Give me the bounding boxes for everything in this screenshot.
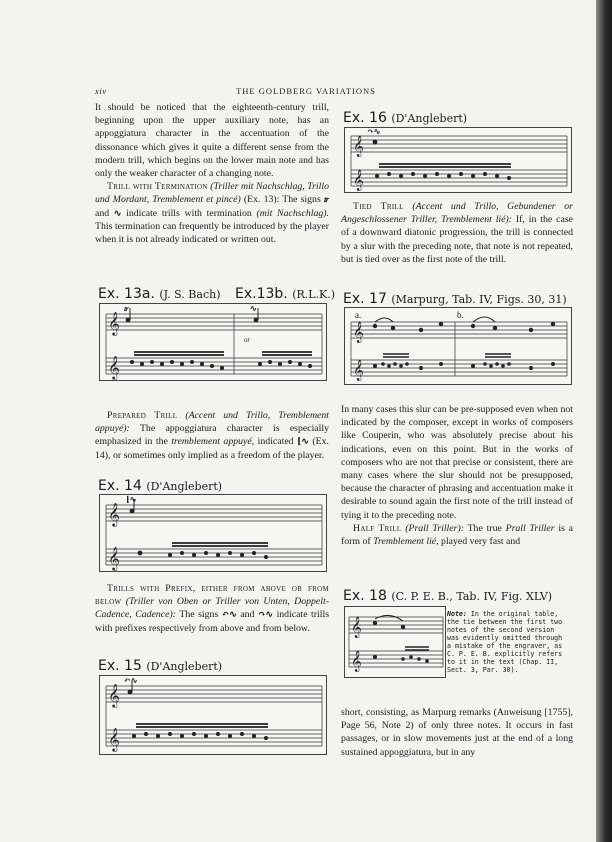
text-run: This termination can frequently be introduced by the player when it is not already indicated or written out.: [95, 220, 329, 246]
section-heading: Prepared Trill: [107, 410, 178, 421]
section-heading: Trills with Prefix, either from above or from below: [95, 583, 329, 608]
left-text-block-2: [95, 409, 329, 462]
example-18-title: [343, 588, 552, 604]
staff-system: [100, 304, 326, 380]
example-label: Ex. 16: [343, 110, 387, 126]
example-16-title: [343, 110, 467, 126]
svg-text:𝄞: 𝄞: [108, 311, 120, 335]
term: (mit Nachschlag).: [256, 207, 330, 219]
paragraph-trills-with-prefix: [95, 582, 329, 635]
example-source: (Marpurg, Tab. IV, Figs. 30, 31): [391, 293, 567, 306]
example-source: (C. P. E. B., Tab. IV, Fig. XLV): [391, 590, 553, 603]
example-label: Ex. 14: [98, 478, 142, 494]
section-heading: Trill with Termination: [107, 181, 208, 193]
ex17-part-a-label: a.: [355, 310, 362, 320]
running-header: THE GOLDBERG VARIATIONS: [236, 86, 376, 96]
text-run: The signs: [282, 194, 321, 206]
example-14-title: [98, 478, 222, 494]
text-run: and: [240, 609, 255, 621]
trill-with-mordent-sign-icon: ∿: [113, 207, 122, 218]
paragraph-tied-trill: [341, 200, 573, 266]
staff-system: [345, 128, 571, 192]
example-label: Ex. 18: [343, 588, 387, 604]
svg-text:𝄞: 𝄞: [351, 617, 362, 638]
right-text-block-3: [341, 706, 573, 759]
note-head: Note:: [447, 610, 467, 618]
text-run: The true: [467, 522, 502, 534]
example-13a-title: [98, 286, 220, 302]
example-13b-title: [235, 286, 335, 302]
paragraph-trill-termination: [95, 180, 329, 246]
example-15-title: [98, 658, 222, 674]
left-text-block-1: [95, 101, 329, 246]
svg-text:∿: ∿: [250, 304, 257, 313]
example-label: Ex. 17: [343, 291, 387, 307]
paragraph-slur-presupposed: In many cases this slur can be pre-supposed even when not indicated by the composer, except in works of composers like Couperin, who was absolutely precise about his indications, even on this point. But in the works of composers who are not that precise or consistent, there are many cases where the slur should not be presupposed, because the character of phrasing and accentuation make it desirable to sound again the first note of the trill instead of tying it to the preceding note.: [341, 404, 573, 521]
example-source: (D'Anglebert): [391, 112, 468, 125]
ex13b-or-text: or: [244, 336, 251, 344]
staff-system: [100, 495, 326, 571]
svg-text:𝄞: 𝄞: [353, 170, 364, 191]
staff-system: [100, 676, 326, 754]
text-run: and: [95, 207, 110, 219]
term-list: (Triller von Oben or Triller von Unten, Doppelt-Cadence, Cadence):: [95, 596, 329, 621]
text-run: indicate trills with termination: [126, 207, 252, 219]
svg-text:𝄞: 𝄞: [353, 360, 364, 381]
paragraph-trill-intro: It should be noticed that the eighteenth-century trill, beginning upon the upper auxiliary note, has an appoggiatura character in the accentuation of the dissonance which gives it quite a different sense from the modern trill, which begins on the lower main note and has only the weaker character of a changing note.: [95, 102, 329, 180]
svg-text:𝄞: 𝄞: [108, 683, 120, 707]
svg-text:↶∿: ↶∿: [124, 676, 138, 685]
term: (Prall Triller):: [405, 522, 464, 534]
staff-system: [345, 308, 571, 384]
note-text: In the original table, the tie between the first two notes of the second version was evidently omitted through a mistake of the engraver, as C. P. E. B. explicitly refers to it in the text (Chap. II, Sect. 3, Par. 30).: [447, 610, 563, 674]
trill-prefix-above-sign-icon: ↶∿: [221, 609, 237, 620]
text-run: played very fast and: [441, 536, 521, 548]
page-edge-shadow: [596, 0, 612, 842]
prepared-trill-sign-icon: ⌊∿: [297, 436, 309, 447]
example-label: Ex. 15: [98, 658, 142, 674]
text-run: The appoggiatura character is especially emphasized in the: [95, 423, 329, 448]
text-run: indicate trills with prefixes respectively from above and from below.: [95, 609, 330, 634]
example-17-title: [343, 291, 567, 307]
text-run: is a form of: [341, 522, 573, 548]
example-source: (D'Anglebert): [146, 660, 223, 673]
term: Tremblement lié,: [373, 536, 439, 548]
svg-text:𝄞: 𝄞: [108, 727, 120, 751]
term-list: (Triller mit Nachschlag, Trillo und Mordant, Tremblement et pincé): [95, 181, 329, 206]
staff-system: [345, 607, 445, 677]
text-run: If, in the case of a downward diatonic progression, the trill is connected by a slur with the preceding note, that note is not repeated, but is tied over as the first note of the trill.: [341, 214, 573, 265]
trill-with-termination-sign-icon: 𝆖: [323, 194, 329, 205]
svg-text:𝆖: 𝆖: [124, 304, 129, 313]
svg-text:⌊∿: ⌊∿: [126, 495, 137, 504]
text-run: The signs: [179, 609, 219, 621]
svg-text:↷∿: ↷∿: [367, 128, 381, 136]
music-example-18: [344, 606, 446, 678]
svg-text:𝄞: 𝄞: [351, 651, 362, 672]
section-heading: Half Trill: [353, 522, 402, 534]
example-source: (R.L.K.): [292, 288, 336, 301]
ex17-part-b-label: b.: [457, 310, 464, 320]
svg-text:𝄞: 𝄞: [353, 322, 364, 343]
example-ref: (Ex. 13):: [243, 194, 280, 206]
svg-text:𝄞: 𝄞: [108, 355, 120, 379]
music-example-14: [99, 494, 327, 572]
term: Prall Triller: [505, 522, 555, 534]
trill-prefix-below-sign-icon: ↷∿: [257, 609, 274, 620]
svg-text:𝄞: 𝄞: [108, 546, 120, 570]
term-list: (Accent und Trillo, Gebundener or Angeschlossener Triller, Tremblement lié):: [341, 201, 573, 226]
page-number: xiv: [95, 86, 107, 96]
svg-text:𝄞: 𝄞: [353, 136, 364, 157]
section-heading: Tied Trill: [353, 201, 404, 212]
music-example-15: [99, 675, 327, 755]
example-label: Ex. 13a.: [98, 286, 155, 302]
svg-text:𝄞: 𝄞: [108, 502, 120, 526]
text-run: indicated: [257, 436, 294, 448]
example-18-footnote: [447, 610, 565, 674]
term: tremblement appuyé,: [171, 436, 255, 448]
paragraph-half-trill: [341, 522, 573, 548]
example-label: Ex.13b.: [235, 286, 288, 302]
music-example-13: [99, 303, 327, 381]
music-example-16: [344, 127, 572, 193]
paragraph-half-trill-cont: short, consisting, as Marpurg remarks (Anweisung [1755], Page 56, Note 2) of only three notes. It occurs in fast passages, or in slow movements just at the end of a long sustained appoggiatura, but in any: [341, 707, 573, 758]
left-text-block-3: [95, 582, 329, 635]
music-example-17: [344, 307, 572, 385]
right-text-block-2: [341, 403, 573, 548]
example-source: (D'Anglebert): [146, 480, 223, 493]
term-list: (Accent und Trillo, Tremblement appuyé):: [95, 410, 329, 435]
example-source: (J. S. Bach): [159, 288, 221, 301]
right-text-block-1: [341, 200, 573, 266]
text-run: (Ex. 14), or sometimes only implied as a freedom of the player.: [95, 436, 329, 461]
paragraph-prepared-trill: [95, 409, 329, 462]
